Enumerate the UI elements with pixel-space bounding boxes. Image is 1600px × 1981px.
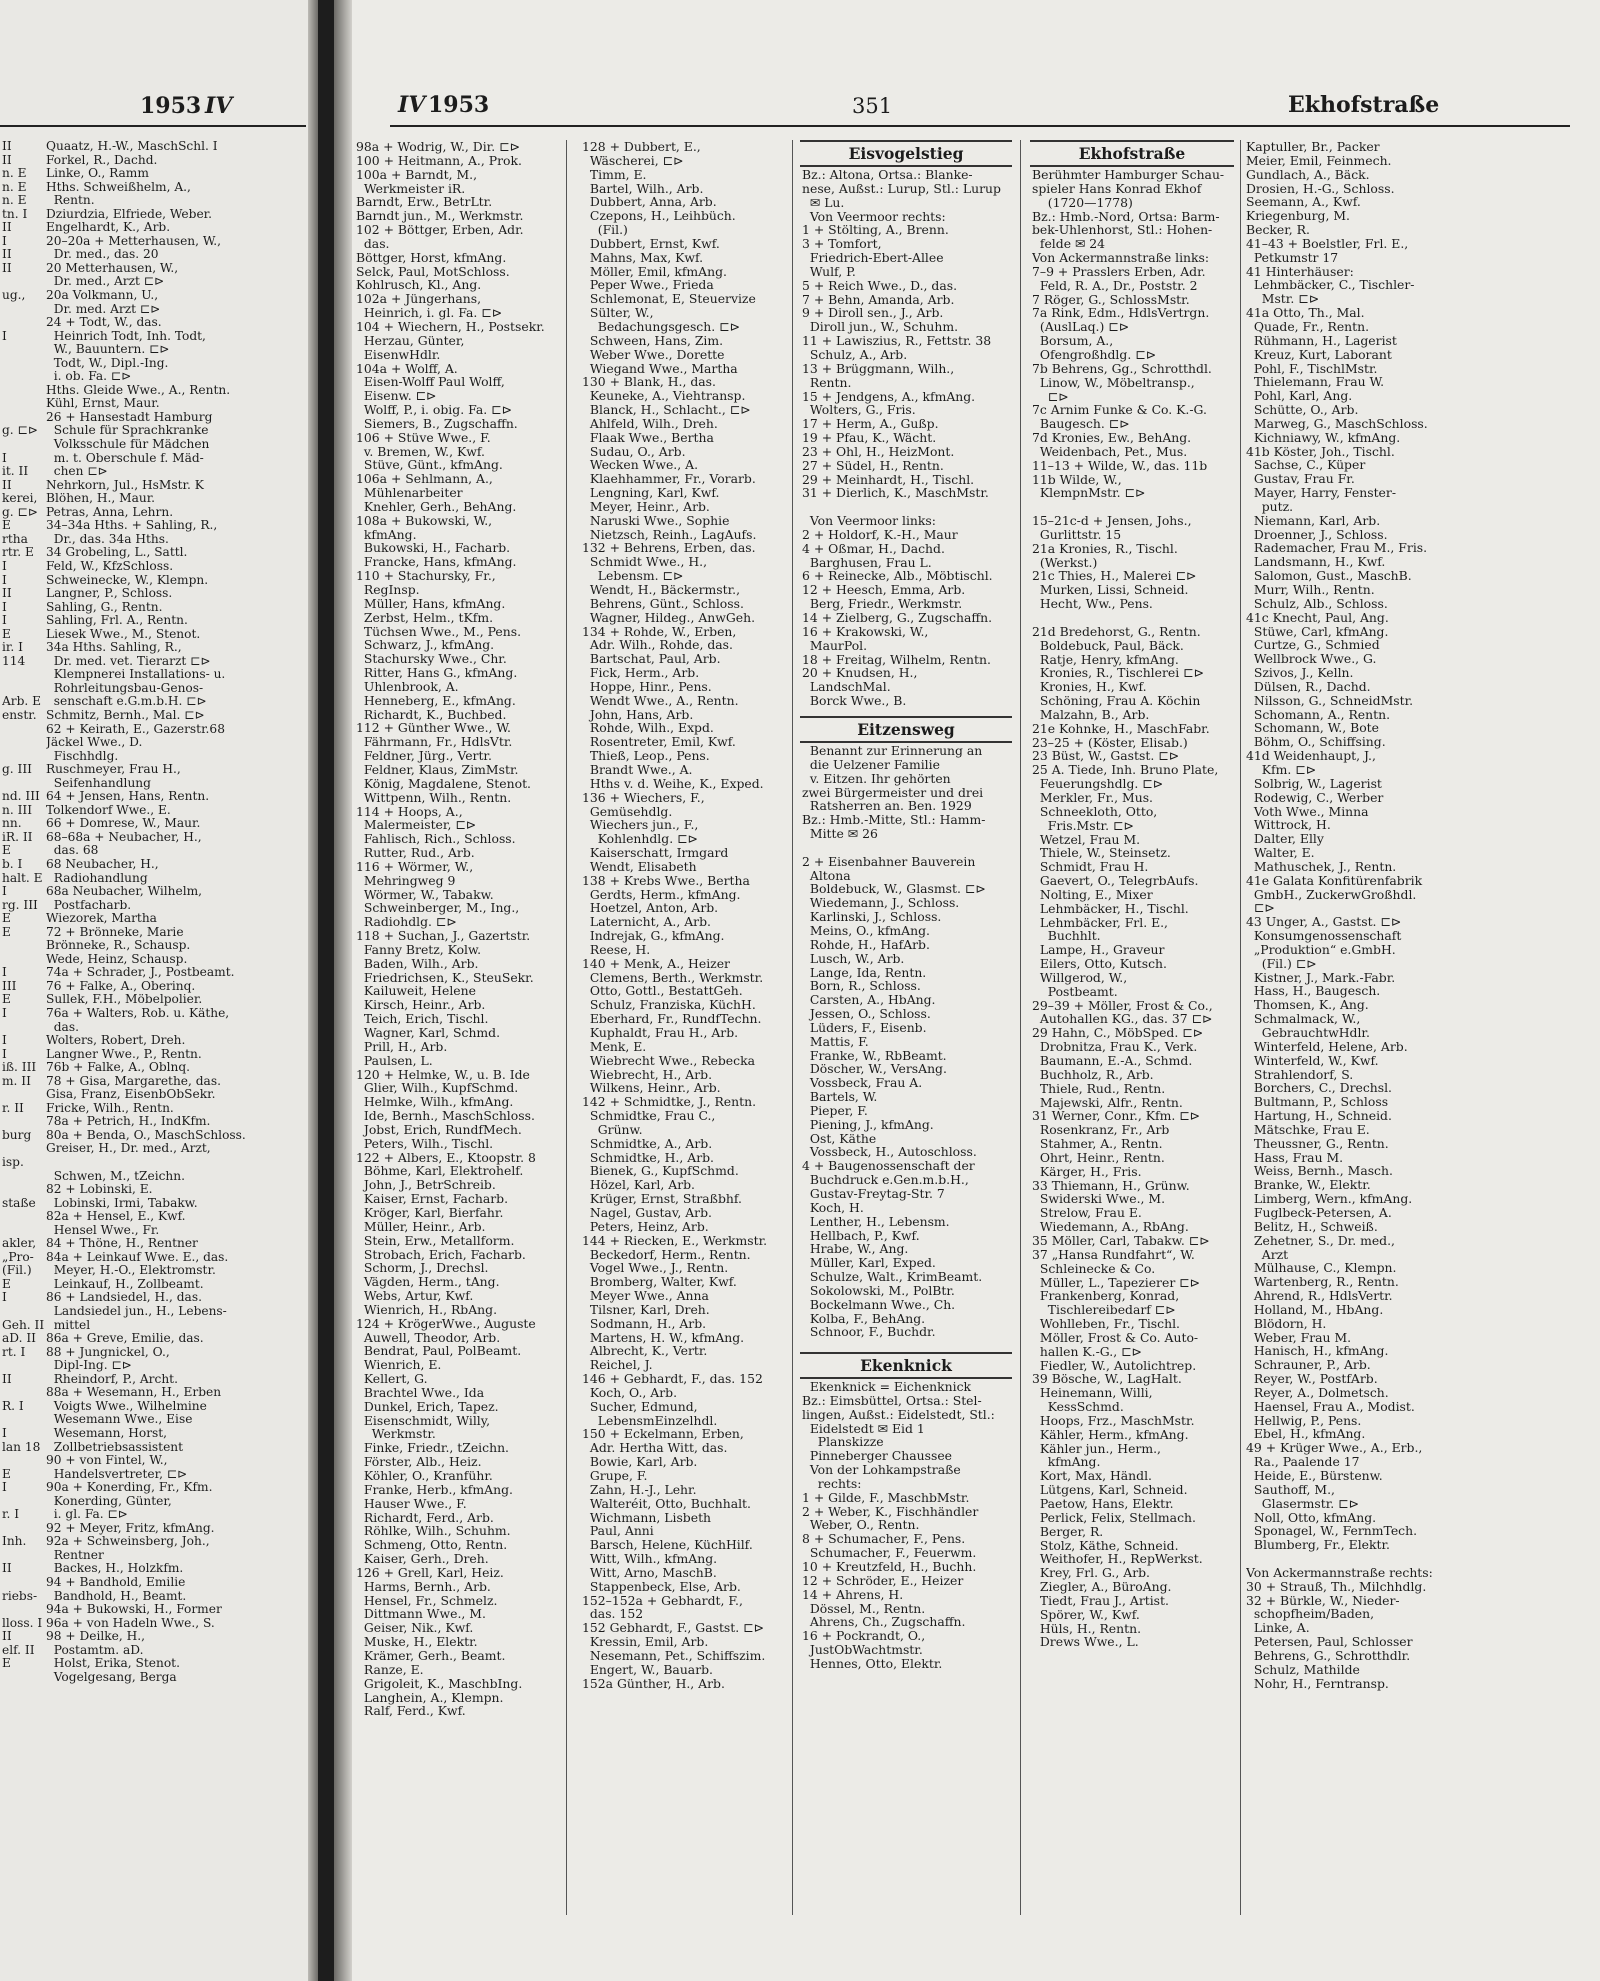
- book-gutter-shadow: [334, 0, 352, 1981]
- eitzensweg-entries: Benannt zur Erinnerung an die Uelzener Familie v. Eitzen. Ihr gehörten zwei Bürgermeister und drei Ratsherren an. Ben. 1929 Bz.: Hmb.-Mitte, Stl.: Hamm- Mitte ✉ 26 2 + Eisenbahner Bauverein Altona Boldebuck, W., Glasmst. ⊏⊳ Wiedemann, J., Schloss. Karlinski, J., Schloss. Meins, O., kfmAng. Rohde, H., HafArb. Lusch, W., Arb. Lange, Ida, Rentn. Born, R., Schloss. Carsten, A., HbAng. Jessen, O., Schloss. Lüders, F., Eisenb. Mattis, F. Franke, W., RbBeamt. Döscher, W., VersAng. Vossbeck, Frau A. Bartels, W. Pieper, F. Piening, J., kfmAng. Ost, Käthe Vossbeck, H., Autoschloss. 4 + Baugenossenschaft der Buchdruck e.Gen.m.b.H., Gustav-Freytag-Str. 7 Koch, H. Lenther, H., Lebensm. Hellbach, P., Kwf. Hrabe, W., Ang. Müller, Karl, Exped. Schulze, Walt., KrimBeamt. Sokolowski, M., PolBtr. Bockelmann Wwe., Ch. Kolba, F., BehAng. Schnoor, F., Buchdr.: [802, 744, 986, 1340]
- right-page-volume: IV: [398, 92, 426, 118]
- right-header-rule: [390, 125, 1570, 127]
- directory-column-5: Kaptuller, Br., Packer Meier, Emil, Feinmech. Gundlach, A., Bäck. Drosien, H.-G., Schloss. Seemann, A., Kwf. Kriegenburg, M. Becker, R. 41–43 + Boelstler, Frl. E., Petkumstr 17 41 Hinterhäuser: Lehmbäcker, C., Tischler- Mstr. ⊏⊳ 41a Otto, Th., Mal. Quade, Fr., Rentn. Rühmann, H., Lagerist Kreuz, Kurt, Laborant Pohl, F., TischlMstr. Thielemann, Frau W. Pohl, Karl, Ang. Schütte, O., Arb. Marweg, G., MaschSchloss. Kichniawy, W., kfmAng. 41b Köster, Joh., Tischl. Sachse, C., Küper Gustav, Frau Fr. Mayer, Harry, Fenster- putz. Niemann, Karl, Arb. Droenner, J., Schloss. Rademacher, Frau M., Fris. Landsmann, H., Kwf. Salomon, Gust., MaschB. Murr, Wilh., Rentn. Schulz, Alb., Schloss. 41c Knecht, Paul, Ang. Stüwe, Carl, kfmAng. Curtze, G., Schmied Wellbrock Wwe., G. Szivos, J., Kelln. Dülsen, R., Dachd. Nilsson, G., SchneidMstr. Schomann, A., Rentn. Schomann, W., Bote Böhm, O., Schiffsing. 41d Weidenhaupt, J., Kfm. ⊏⊳ Solbrig, W., Lagerist Rodewig, C., Werber Voth Wwe., Minna Wittrock, H. Dalter, Elly Walter, E. Mathuschek, J., Rentn. 41e Galata Konfitürenfabrik GmbH., ZuckerwGroßhdl. ⊏⊳ 43 Unger, A., Gastst. ⊏⊳ Konsumgenossenschaft „Produktion“ e.GmbH. (Fil.) ⊏⊳ Kistner, J., Mark.-Fabr. Hass, H., Baugesch. Thomsen, K., Ang. Schmalmack, W., GebrauchtwHdlr. Winterfeld, Helene, Arb. Winterfeld, W., Kwf. Strahlendorf, S. Borchers, C., Drechsl. Bultmann, P., Schloss Hartung, H., Schneid. Mätschke, Frau E. Theussner, G., Rentn. Hass, Frau M. Weiss, Bernh., Masch. Branke, W., Elektr. Limberg, Wern., kfmAng. Fuglbeck-Petersen, A. Belitz, H., Schweiß. Zehetner, S., Dr. med., Arzt Mülhause, C., Klempn. Wartenberg, R., Rentn. Ahrend, R., HdlsVertr. Holland, M., HbAng. Blödorn, H. Weber, Frau M. Hanisch, H., kfmAng. Schrauner, P., Arb. Reyer, W., PostfArb. Reyer, A., Dolmetsch. Haensel, Frau A., Modist. Hellwig, P., Pens. Ebel, H., kfmAng. 49 + Krüger Wwe., A., Erb., Ra., Paalende 17 Heide, E., Bürstenw. Sauthoff, M., Glasermstr. ⊏⊳ Noll, Otto, kfmAng. Sponagel, W., FernmTech. Blumberg, Fr., Elektr. Von Ackermannstraße rechts: 30 + Strauß, Th., Milchhdlg. 32 + Bürkle, W., Nieder- schopfheim/Baden, Linke, A. Petersen, Paul, Schlosser Behrens, G., Schrotthdlr. Schulz, Mathilde Nohr, H., Ferntransp.: [1246, 140, 1433, 1691]
- directory-column-2: 128 + Dubbert, E., Wäscherei, ⊏⊳ Timm, E. Bartel, Wilh., Arb. Dubbert, Anna, Arb. Czepons, H., Leihbüch. (Fil.) Dubbert, Ernst, Kwf. Mahns, Max, Kwf. Möller, Emil, kfmAng. Peper Wwe., Frieda Schlemonat, E, Steuervize Sülter, W., Bedachungsgesch. ⊏⊳ Schween, Hans, Zim. Weber Wwe., Dorette Wiegand Wwe., Martha 130 + Blank, H., das. Keuneke, A., Viehtransp. Blanck, H., Schlacht., ⊏⊳ Ahlfeld, Wilh., Dreh. Flaak Wwe., Bertha Sudau, O., Arb. Wecken Wwe., A. Klaehhammer, Fr., Vorarb. Lengning, Karl, Kwf. Meyer, Heinr., Arb. Naruski Wwe., Sophie Nietzsch, Reinh., LagAufs. 132 + Behrens, Erben, das. Schmidt Wwe., H., Lebensm. ⊏⊳ Wendt, H., Bäckermstr., Behrens, Günt., Schloss. Wagner, Hildeg., AnwGeh. 134 + Rohde, W., Erben, Adr. Wilh., Rohde, das. Bartschat, Paul, Arb. Fick, Herm., Arb. Hoppe, Hinr., Pens. Wendt Wwe., A., Rentn. John, Hans, Arb. Rohde, Wilh., Expd. Rosentreter, Emil, Kwf. Thieß, Leop., Pens. Brandt Wwe., A. Hths v. d. Weihe, K., Exped. 136 + Wiechers, F., Gemüsehdlg. Wiechers jun., F., Kohlenhdlg. ⊏⊳ Kaiserschatt, Irmgard Wendt, Elisabeth 138 + Krebs Wwe., Bertha Gerdts, Herm., kfmAng. Hoetzel, Anton, Arb. Laternicht, A., Arb. Indrejak, G., kfmAng. Reese, H. 140 + Menk, A., Heizer Clemens, Berth., Werkmstr. Otto, Gottl., BestattGeh. Schulz, Franziska, KüchH. Eberhard, Fr., RundfTechn. Kuphaldt, Frau H., Arb. Menk, E. Wiebrecht Wwe., Rebecka Wiebrecht, H., Arb. Wilkens, Heinr., Arb. 142 + Schmidtke, J., Rentn. Schmidtke, Frau C., Grünw. Schmidtke, A., Arb. Schmidtke, H., Arb. Bienek, G., KupfSchmd. Hözel, Karl, Arb. Krüger, Ernst, Straßbhf. Nagel, Gustav, Arb. Peters, Heinz, Arb. 144 + Riecken, E., Werkmstr. Beckedorf, Herm., Rentn. Vogel Wwe., J., Rentn. Bromberg, Walter, Kwf. Meyer Wwe., Anna Tilsner, Karl, Dreh. Sodmann, H., Arb. Martens, H. W., kfmAng. Albrecht, K., Vertr. Reichel, J. 146 + Gebhardt, F., das. 152 Koch, O., Arb. Sucher, Edmund, LebensmEinzelhdl. 150 + Eckelmann, Erben, Adr. Hertha Witt, das. Bowie, Karl, Arb. Grupe, F. Zahn, H.-J., Lehr. Walteréit, Otto, Buchhalt. Wichmann, Lisbeth Paul, Anni Barsch, Helene, KüchHilf. Witt, Wilh., kfmAng. Witt, Arno, MaschB. Stappenbeck, Else, Arb. 152–152a + Gebhardt, F., das. 152 152 Gebhardt, F., Gastst. ⊏⊳ Kressin, Emil, Arb. Nesemann, Pet., Schiffszim. Engert, W., Bauarb. 152a Günther, H., Arb.: [582, 140, 768, 1691]
- left-page: [0, 0, 318, 1981]
- left-page-volume: IV: [205, 93, 233, 119]
- column-divider: [566, 140, 567, 1915]
- ekhofstrasse-entries: Berühmter Hamburger Schau- spieler Hans Konrad Ekhof (1720—1778) Bz.: Hmb.-Nord, Ortsa: Barm- bek-Uhlenhorst, Stl.: Hohen- felde ✉ 24 Von Ackermannstraße links: 7–9 + Prasslers Erben, Adr. Feld, R. A., Dr., Poststr. 2 7 Röger, G., SchlossMstr. 7a Rink, Edm., HdlsVertrgn. (AuslLaq.) ⊏⊳ Borsum, A., Ofengroßhdlg. ⊏⊳ 7b Behrens, Gg., Schrotthdl. Linow, W., Möbeltransp., ⊏⊳ 7c Arnim Funke & Co. K.-G. Baugesch. ⊏⊳ 7d Kronies, Ew., BehAng. Weidenbach, Pet., Mus. 11–13 + Wilde, W., das. 11b 11b Wilde, W., KlempnMstr. ⊏⊳ 15–21c-d + Jensen, Johs., Gurlittstr. 15 21a Kronies, R., Tischl. (Werkst.) 21c Thies, H., Malerei ⊏⊳ Murken, Lissi, Schneid. Hecht, Ww., Pens. 21d Bredehorst, G., Rentn. Boldebuck, Paul, Bäck. Ratje, Henry, kfmAng. Kronies, R., Tischlerei ⊏⊳ Kronies, H., Kwf. Schöning, Frau A. Köchin Malzahn, B., Arb. 21e Kohnke, H., MaschFabr. 23–25 + (Köster, Elisab.) 23 Büst, W., Gastst. ⊏⊳ 25 A. Tiede, Inh. Bruno Plate, Feuerungshdlg. ⊏⊳ Merkler, Fr., Mus. Schneekloth, Otto, Fris.Mstr. ⊏⊳ Wetzel, Frau M. Thiele, W., Steinsetz. Schmidt, Frau H. Gaevert, O., TelegrbAufs. Nolting, E., Mixer Lehmbäcker, H., Tischl. Lehmbäcker, Frl. E., Buchhlt. Lampe, H., Graveur Eilers, Otto, Kutsch. Willgerod, W., Postbeamt. 29–39 + Möller, Frost & Co., Autohallen KG., das. 37 ⊏⊳ 29 Hahn, C., MöbSped. ⊏⊳ Drobnitza, Frau K., Verk. Baumann, E.-A., Schmd. Buchholz, R., Arb. Thiele, Rud., Rentn. Majewski, Alfr., Rentn. 31 Werner, Conr., Kfm. ⊏⊳ Rosenkranz, Fr., Arb Stahmer, A., Rentn. Ohrt, Heinr., Rentn. Kärger, H., Fris. 33 Thiemann, H., Grünw. Swiderski Wwe., M. Strelow, Frau E. Wiedemann, A., RbAng. 35 Möller, Carl, Tabakw. ⊏⊳ 37 „Hansa Rundfahrt“, W. Schleinecke & Co. Müller, L., Tapezierer ⊏⊳ Frankenberg, Konrad, Tischlereibedarf ⊏⊳ Wohlleben, Fr., Tischl. Möller, Frost & Co. Auto- hallen K.-G., ⊏⊳ Fiedler, W., Autolichtrep. 39 Bösche, W., LagHalt. Heinemann, Willi, KessSchmd. Hoops, Frz., MaschMstr. Kähler, Herm., kfmAng. Kähler jun., Herm., kfmAng. Kort, Max, Händl. Lütgens, Karl, Schneid. Paetow, Hans, Elektr. Perlick, Felix, Stellmach. Berger, R. Stolz, Käthe, Schneid. Weithofer, H., RepWerkst. Krey, Frl. G., Arb. Ziegler, A., BüroAng. Tiedt, Frau J., Artist. Spörer, W., Kwf. Hüls, H., Rentn. Drews Wwe., L.: [1032, 168, 1225, 1650]
- directory-column-1: 98a + Wodrig, W., Dir. ⊏⊳ 100 + Heitmann, A., Prok. 100a + Barndt, M., Werkmeister iR. Barndt, Erw., BetrLtr. Barndt jun., M., Werkmstr. 102 + Böttger, Erben, Adr. das. Böttger, Horst, kfmAng. Selck, Paul, MotSchloss. Kohlrusch, Kl., Ang. 102a + Jüngerhans, Heinrich, i. gl. Fa. ⊏⊳ 104 + Wiechern, H., Postsekr. Herzau, Günter, EisenwHdlr. 104a + Wolff, A. Eisen-Wolff Paul Wolff, Eisenw. ⊏⊳ Wolff, P., i. obig. Fa. ⊏⊳ Siemers, B., Zugschaffn. 106 + Stüve Wwe., F. v. Bremen, W., Kwf. Stüve, Günt., kfmAng. 106a + Sehlmann, A., Mühlenarbeiter Knehler, Gerh., BehAng. 108a + Bukowski, W., kfmAng. Bukowski, H., Facharb. Francke, Hans, kfmAng. 110 + Stachursky, Fr., RegInsp. Müller, Hans, kfmAng. Zerbst, Helm., tKfm. Tüchsen Wwe., M., Pens. Schwarz, J., kfmAng. Stachursky Wwe., Chr. Ritter, Hans G., kfmAng. Uhlenbrook, A. Henneberg, E., kfmAng. Richardt, K., Buchbed. 112 + Günther Wwe., W. Fährmann, Fr., HdlsVtr. Feldner, Jürg., Vertr. Feldner, Klaus, ZimMstr. König, Magdalene, Stenot. Wittpenn, Wilh., Rentn. 114 + Hoops, A., Malermeister, ⊏⊳ Fahlisch, Rich., Schloss. Rutter, Rud., Arb. 116 + Wörmer, W., Mehringweg 9 Wörmer, W., Tabakw. Schweinberger, M., Ing., Radiohdlg. ⊏⊳ 118 + Suchan, J., Gazertstr. Fanny Bretz, Kolw. Baden, Wilh., Arb. Friedrichsen, K., SteuSekr. Kailuweit, Helene Kirsch, Heinr., Arb. Teich, Erich, Tischl. Wagner, Karl, Schmd. Prill, H., Arb. Paulsen, L. 120 + Helmke, W., u. B. Ide Glier, Wilh., KupfSchmd. Helmke, Wilh., kfmAng. Ide, Bernh., MaschSchloss. Jobst, Erich, RundfMech. Peters, Wilh., Tischl. 122 + Albers, E., Ktoopstr. 8 Böhme, Karl, Elektrohelf. John, J., BetrSchreib. Kaiser, Ernst, Facharb. Kröger, Karl, Bierfahr. Müller, Heinr., Arb. Stein, Erw., Metallform. Strobach, Erich, Facharb. Schorm, J., Drechsl. Vägden, Herm., tAng. Webs, Artur, Kwf. Wienrich, H., RbAng. 124 + KrögerWwe., Auguste Auwell, Theodor, Arb. Bendrat, Paul, PolBeamt. Wienrich, E. Kellert, G. Brachtel Wwe., Ida Dunkel, Erich, Tapez. Eisenschmidt, Willy, Werkmstr. Finke, Friedr., tZeichn. Förster, Alb., Heiz. Köhler, O., Kranführ. Franke, Herb., kfmAng. Hauser Wwe., F. Richardt, Ferd., Arb. Röhlke, Wilh., Schuhm. Schmeng, Otto, Rentn. Kaiser, Gerh., Dreh. 126 + Grell, Karl, Heiz. Harms, Bernh., Arb. Hensel, Fr., Schmelz. Dittmann Wwe., M. Geiser, Nik., Kwf. Muske, H., Elektr. Krämer, Gerh., Beamt. Ranze, E. Grigoleit, K., MaschbIng. Langhein, A., Klempn. Ralf, Ferd., Kwf.: [356, 140, 545, 1719]
- left-header-rule: [0, 125, 306, 127]
- eisvogelstieg-entries: Bz.: Altona, Ortsa.: Blanke- nese, Außst.: Lurup, Stl.: Lurup ✉ Lu. Von Veermoor rechts: 1 + Stölting, A., Brenn. 3 + Tomfort, Friedrich-Ebert-Allee Wulf, P. 5 + Reich Wwe., D., das. 7 + Behn, Amanda, Arb. 9 + Diroll sen., J., Arb. Diroll jun., W., Schuhm. 11 + Lawiszius, R., Fettstr. 38 Schulz, A., Arb. 13 + Brüggmann, Wilh., Rentn. 15 + Jendgens, A., kfmAng. Wolters, G., Fris. 17 + Herm, A., Gußp. 19 + Pfau, K., Wächt. 23 + Ohl, H., HeizMont. 27 + Südel, H., Rentn. 29 + Meinhardt, H., Tischl. 31 + Dierlich, K., MaschMstr. Von Veermoor links: 2 + Holdorf, K.-H., Maur 4 + Oßmar, H., Dachd. Barghusen, Frau L. 6 + Reinecke, Alb., Möbtischl. 12 + Heesch, Emma, Arb. Berg, Friedr., Werkmstr. 14 + Zielberg, G., Zugschaffn. 16 + Krakowski, W., MaurPol. 18 + Freitag, Wilhelm, Rentn. 20 + Knudsen, H., LandschMal. Borck Wwe., B.: [802, 168, 1001, 708]
- street-heading-eisvogelstieg: Eisvogelstieg: [800, 140, 1012, 167]
- book-gutter: [318, 0, 334, 1981]
- street-heading-ekenknick: Ekenknick: [800, 1352, 1012, 1379]
- left-page-year: 1953: [140, 93, 202, 119]
- left-page-column: Quaatz, H.-W., MaschSchl. I Forkel, R., Dachd. Linke, O., Ramm Hths. Schweißhelm, A., Rentn. Dziurdzia, Elfriede, Weber. Engelhardt, K., Arb. 20–20a + Metterhausen, W., Dr. med., das. 20 20 Metterhausen, W., Dr. med., Arzt ⊏⊳ 20a Volkmann, U., Dr. med. Arzt ⊏⊳ 24 + Todt, W., das. Heinrich Todt, Inh. Todt, W., Bauuntern. ⊏⊳ Todt, W., Dipl.-Ing. i. ob. Fa. ⊏⊳ Hths. Gleide Wwe., A., Rentn. Kühl, Ernst, Maur. 26 + Hansestadt Hamburg Schule für Sprachkranke Volksschule für Mädchen m. t. Oberschule f. Mäd- chen ⊏⊳ Nehrkorn, Jul., HsMstr. K Blöhen, H., Maur. Petras, Anna, Lehrn. 34–34a Hths. + Sahling, R., Dr., das. 34a Hths. 34 Grobeling, L., Sattl. Feld, W., KfzSchloss. Schweinecke, W., Klempn. Langner, P., Schloss. Sahling, G., Rentn. Sahling, Frl. A., Rentn. Liesek Wwe., M., Stenot. 34a Hths. Sahling, R., Dr. med. vet. Tierarzt ⊏⊳ Klempnerei Installations- u. Rohrleitungsbau-Genos- senschaft e.G.m.b.H. ⊏⊳ Schmitz, Bernh., Mal. ⊏⊳ 62 + Keirath, E., Gazerstr.68 Jäckel Wwe., D. Fischhdlg. Ruschmeyer, Frau H., Seifenhandlung 64 + Jensen, Hans, Rentn. Tolkendorf Wwe., E. 66 + Domrese, W., Maur. 68–68a + Neubacher, H., das. 68 68 Neubacher, H., Radiohandlung 68a Neubacher, Wilhelm, Postfacharb. Wiezorek, Martha 72 + Brönneke, Marie Brönneke, R., Schausp. Wede, Heinz, Schausp. 74a + Schrader, J., Postbeamt. 76 + Falke, A., Oberinq. Sullek, F.H., Möbelpolier. 76a + Walters, Rob. u. Käthe, das. Wolters, Robert, Dreh. Langner Wwe., P., Rentn. 76b + Falke, A., Oblnq. 78 + Gisa, Margarethe, das. Gisa, Franz, EisenbObSekr. Fricke, Wilh., Rentn. 78a + Petrich, H., IndKfm. 80a + Benda, O., MaschSchloss. Greiser, H., Dr. med., Arzt, Schwen, M., tZeichn. 82 + Lobinski, E. Lobinski, Irmi, Tabakw. 82a + Hensel, E., Kwf. Hensel Wwe., Fr. 84 + Thöne, H., Rentner 84a + Leinkauf Wwe. E., das. Meyer, H.-O., Elektromstr. Leinkauf, H., Zollbeamt. 86 + Landsiedel, H., das. Landsiedel jun., H., Lebens- mittel 86a + Greve, Emilie, das. 88 + Jungnickel, O., Dipl-Ing. ⊏⊳ Rheindorf, P., Archt. 88a + Wesemann, H., Erben Voigts Wwe., Wilhelmine Wesemann Wwe., Eise Wesemann, Horst, Zollbetriebsassistent 90 + von Fintel, W., Handelsvertreter, ⊏⊳ 90a + Konerding, Fr., Kfm. Konerding, Günter, i. gl. Fa. ⊏⊳ 92 + Meyer, Fritz, kfmAng. 92a + Schweinsberg, Joh., Rentner Backes, H., Holzkfm. 94 + Bandhold, Emilie Bandhold, H., Beamt. 94a + Bukowski, H., Former 96a + von Hadeln Wwe., S. 98 + Deilke, H., Postamtm. aD. Holst, Erika, Stenot. Vogelgesang, Berga: [46, 140, 246, 1684]
- column-divider: [1020, 140, 1021, 1915]
- column-divider: [1240, 140, 1241, 1915]
- left-page-edge: [308, 0, 318, 1981]
- street-heading-eitzensweg: Eitzensweg: [800, 716, 1012, 743]
- right-page: [352, 0, 1600, 1981]
- column-divider: [792, 140, 793, 1915]
- street-heading-ekhofstrasse: Ekhofstraße: [1030, 140, 1234, 167]
- ekenknick-entries: Ekenknick = Eichenknick Bz.: Eimsbüttel, Ortsa.: Stel- lingen, Außst.: Eidelstedt, Stl.: Eidelstedt ✉ Eid 1 Planskizze Pinneberger Chaussee Von der Lohkampstraße rechts: 1 + Gilde, F., MaschbMstr. 2 + Weber, K., Fischhändler Weber, O., Rentn. 8 + Schumacher, F., Pens. Schumacher, F., Feuerwm. 10 + Kreutzfeld, H., Buchh. 12 + Schröder, E., Heizer 14 + Ahrens, H. Dössel, M., Rentn. Ahrens, Ch., Zugschaffn. 16 + Pockrandt, O., JustObWachtmstr. Hennes, Otto, Elektr.: [802, 1380, 995, 1671]
- right-page-header: [352, 90, 1600, 122]
- page-number: 351: [852, 94, 893, 118]
- running-street-header: Ekhofstraße: [1288, 92, 1440, 118]
- left-page-margin-marks: II II n. E n. E n. E tn. I II I II II ug., I g. ⊏⊳ I it. II II kerei, g. ⊏⊳ E rtha rtr. E I I II I I E ir. I 114 Arb. E enstr. g. III nd. III n. III nn. iR. II E b. I halt. E I rg. III E E I III E I I I iß. III m. II r. II burg isp. staße akler, „Pro- (Fil.) E I Geh. II aD. II rt. I II R. I I lan 18 E I r. I Inh. II riebs- lloss. I II elf. II E: [2, 140, 45, 1671]
- left-page-header: [0, 93, 300, 123]
- right-page-year: 1953: [428, 92, 490, 118]
